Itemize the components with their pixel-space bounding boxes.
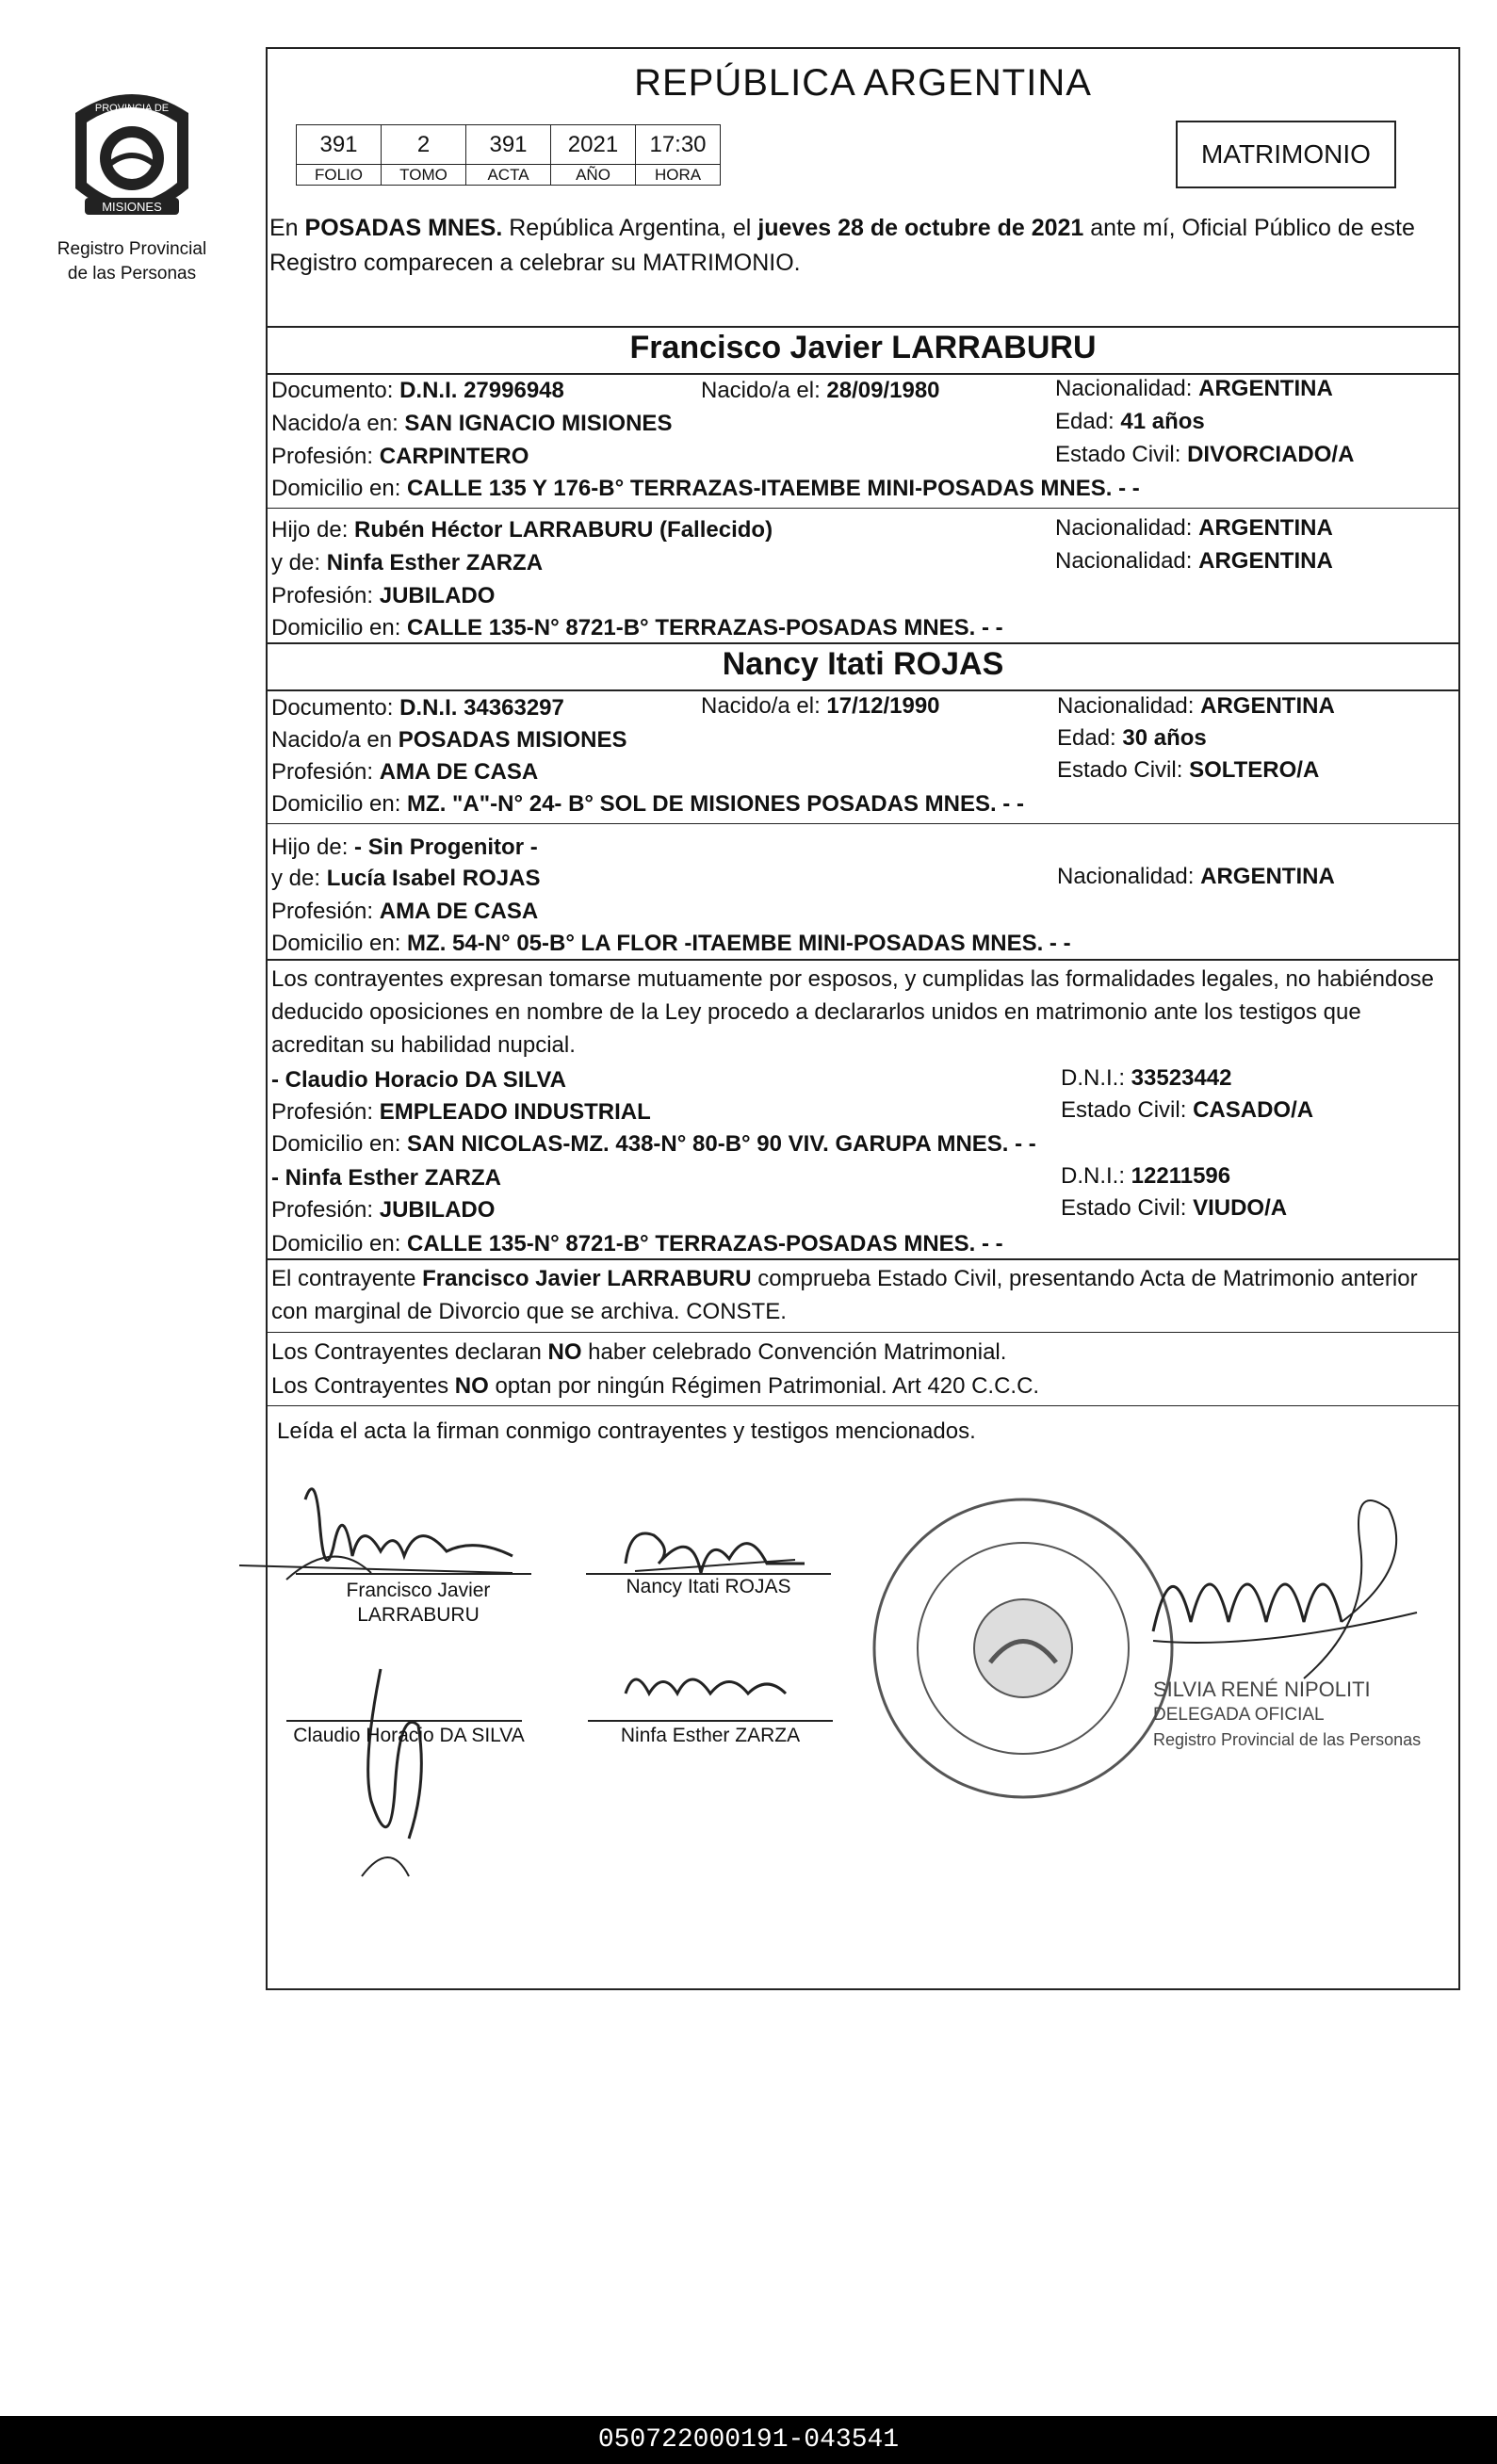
bride-name: Nancy Itati ROJAS: [722, 646, 1004, 682]
groom-birthplace: Nacido/a en: SAN IGNACIO MISIONES: [271, 411, 673, 436]
marriage-certificate: [266, 47, 1460, 1990]
bride-document: Documento: D.N.I. 34363297: [271, 695, 564, 721]
divorce-note: El contrayente Francisco Javier LARRABURU comprueba Estado Civil, presentando Acta de Matrimonio anterior con marginal de Divorcio que se archiva. CONSTE.: [271, 1266, 1418, 1324]
witness1-address: Domicilio en: SAN NICOLAS-MZ. 438-N° 80-B° 90 VIV. GARUPA MNES. - -: [271, 1131, 1036, 1157]
intro-paragraph: En POSADAS MNES. República Argentina, el jueves 28 de octubre de 2021 ante mí, Oficial Público de este Registro comparecen a celebrar su MATRIMONIO.: [269, 215, 1415, 276]
bride-birthdate: Nacido/a el: 17/12/1990: [701, 693, 940, 719]
witness2-civil-status: Estado Civil: VIUDO/A: [1061, 1195, 1288, 1221]
svg-text:MISIONES: MISIONES: [102, 200, 162, 214]
witness1-dni: D.N.I.: 33523442: [1061, 1065, 1232, 1091]
closing-text: Leída el acta la firman conmigo contrayentes y testigos mencionados.: [277, 1418, 976, 1444]
bride-address: Domicilio en: MZ. "A"-N° 24- B° SOL DE MISIONES POSADAS MNES. - -: [271, 791, 1024, 817]
officer-name: SILVIA RENÉ NIPOLITI: [1153, 1678, 1371, 1701]
intro-date: jueves 28 de octubre de 2021: [757, 215, 1084, 241]
witness1-civil-status: Estado Civil: CASADO/A: [1061, 1097, 1314, 1123]
acta-reference-table: [296, 124, 721, 186]
bride-birthplace: Nacido/a en POSADAS MISIONES: [271, 727, 627, 753]
groom-document: Documento: D.N.I. 27996948: [271, 378, 564, 403]
document-title: REPÚBLICA ARGENTINA: [634, 62, 1092, 104]
groom-address: Domicilio en: CALLE 135 Y 176-B° TERRAZAS-ITAEMBE MINI-POSADAS MNES. - -: [271, 476, 1140, 501]
folio-value: 391: [297, 125, 382, 165]
document-barcode-number: 050722000191-043541: [0, 2416, 1497, 2464]
logo-label-2: de las Personas: [67, 264, 197, 284]
groom-mother-nationality: Nacionalidad: ARGENTINA: [1055, 548, 1333, 574]
officer-stamp: [1153, 1677, 1421, 1753]
groom-name: Francisco Javier LARRABURU: [629, 330, 1097, 365]
witness2-name: - Ninfa Esther ZARZA: [271, 1165, 502, 1191]
registry-logo: [38, 75, 226, 292]
groom-age: Edad: 41 años: [1055, 409, 1205, 434]
bride-mother: y de: Lucía Isabel ROJAS: [271, 866, 541, 891]
provincial-seal-icon: [57, 75, 207, 235]
acta-value: 391: [466, 125, 551, 165]
bride-profession: Profesión: AMA DE CASA: [271, 759, 539, 785]
officer-org: Registro Provincial de las Personas: [1153, 1730, 1422, 1749]
bride-mother-nationality: Nacionalidad: ARGENTINA: [1057, 864, 1335, 889]
bride-signature-name: Nancy Itati ROJAS: [626, 1576, 791, 1597]
officer-signature: [1134, 1490, 1445, 1707]
tomo-label: TOMO: [382, 165, 466, 186]
groom-profession: Profesión: CARPINTERO: [271, 444, 529, 469]
bride-nationality: Nacionalidad: ARGENTINA: [1057, 693, 1335, 719]
groom-civil-status: Estado Civil: DIVORCIADO/A: [1055, 442, 1355, 467]
groom-parent-address: Domicilio en: CALLE 135-N° 8721-B° TERRAZAS-POSADAS MNES. - -: [271, 615, 1003, 640]
witness1-name: - Claudio Horacio DA SILVA: [271, 1067, 566, 1093]
svg-text:PROVINCIA DE: PROVINCIA DE: [94, 103, 170, 114]
groom-nationality: Nacionalidad: ARGENTINA: [1055, 376, 1333, 401]
intro-city: POSADAS MNES.: [304, 215, 503, 241]
declaration-paragraph: Los contrayentes expresan tomarse mutuamente por esposos, y cumplidas las formalidades legales, no habiéndose deducido oposiciones en nombre de la Ley procedo a declararlos unidos en matrimonio ante los testigos que acreditan su habilidad nupcial.: [271, 966, 1435, 1058]
witness2-signature: [597, 1656, 823, 1722]
witness2-dni: D.N.I.: 12211596: [1061, 1163, 1231, 1189]
bride-parent-address: Domicilio en: MZ. 54-N° 05-B° LA FLOR -ITAEMBE MINI-POSADAS MNES. - -: [271, 931, 1071, 956]
acta-label: ACTA: [466, 165, 551, 186]
logo-label-1: Registro Provincial: [57, 239, 207, 259]
year-value: 2021: [551, 125, 636, 165]
witness1-profession: Profesión: EMPLEADO INDUSTRIAL: [271, 1099, 651, 1125]
bride-civil-status: Estado Civil: SOLTERO/A: [1057, 757, 1320, 783]
groom-birthdate: Nacido/a el: 28/09/1980: [701, 378, 940, 403]
officer-title: DELEGADA OFICIAL: [1153, 1705, 1325, 1725]
witness2-address: Domicilio en: CALLE 135-N° 8721-B° TERRAZAS-POSADAS MNES. - -: [271, 1231, 1003, 1256]
witness2-signature-name: Ninfa Esther ZARZA: [620, 1725, 801, 1746]
year-label: AÑO: [551, 165, 636, 186]
groom-mother: y de: Ninfa Esther ZARZA: [271, 550, 544, 575]
hour-value: 17:30: [636, 125, 721, 165]
groom-father-nationality: Nacionalidad: ARGENTINA: [1055, 515, 1333, 541]
bride-age: Edad: 30 años: [1057, 725, 1207, 751]
witness1-signature-name: Claudio Horacio DA SILVA: [293, 1725, 525, 1746]
groom-parent-profession: Profesión: JUBILADO: [271, 583, 496, 608]
witness2-profession: Profesión: JUBILADO: [271, 1197, 496, 1223]
bride-father: Hijo de: - Sin Progenitor -: [271, 835, 538, 860]
bride-parent-profession: Profesión: AMA DE CASA: [271, 899, 539, 924]
regime-note: Los Contrayentes NO optan por ningún Régimen Patrimonial. Art 420 C.C.C.: [271, 1373, 1040, 1399]
convention-note: Los Contrayentes declaran NO haber celebrado Convención Matrimonial.: [271, 1339, 1007, 1365]
groom-signature-name: Francisco Javier LARRABURU: [346, 1580, 491, 1626]
groom-father: Hijo de: Rubén Héctor LARRABURU (Fallecido): [271, 517, 773, 543]
folio-label: FOLIO: [297, 165, 382, 186]
hour-label: HORA: [636, 165, 721, 186]
certificate-type: MATRIMONIO: [1176, 121, 1396, 188]
tomo-value: 2: [382, 125, 466, 165]
witness1-signature: [305, 1650, 513, 1895]
